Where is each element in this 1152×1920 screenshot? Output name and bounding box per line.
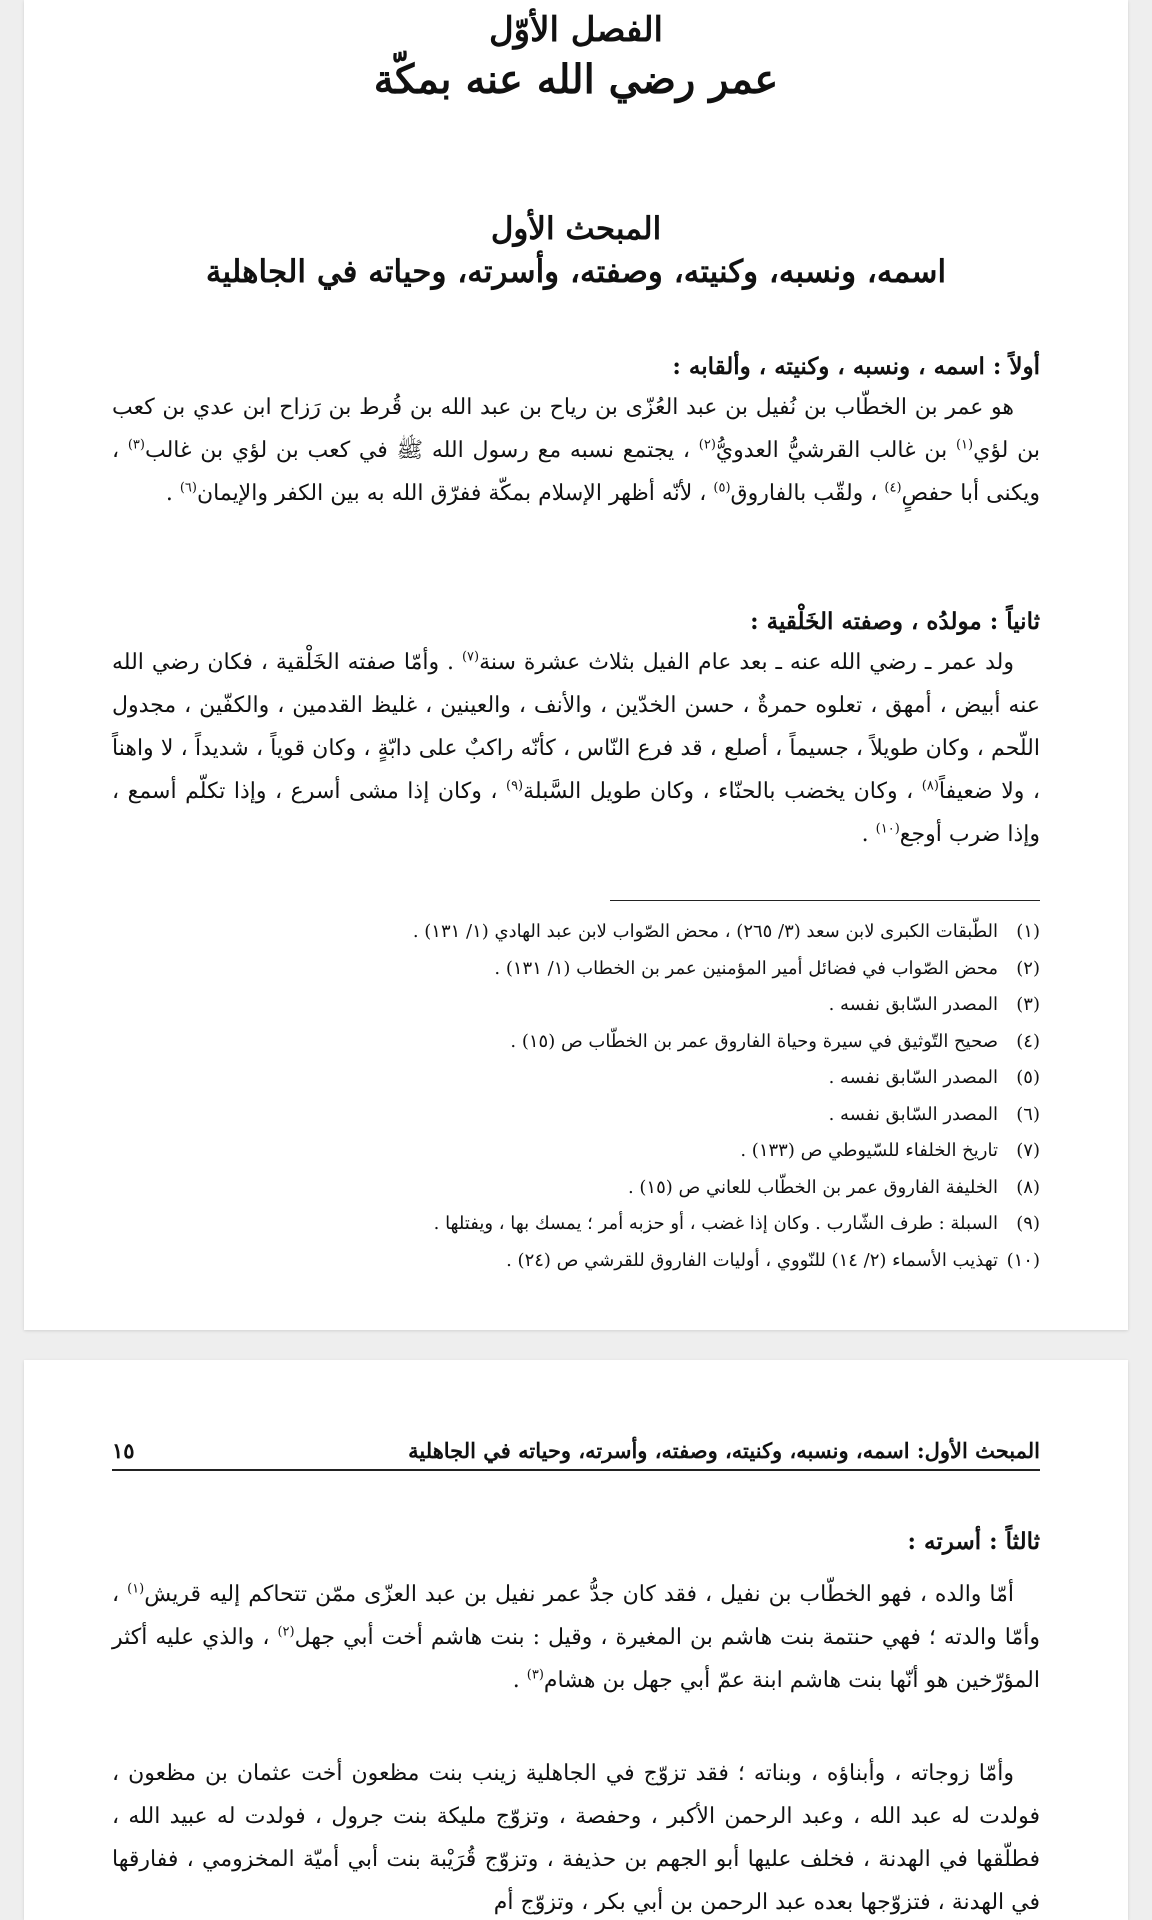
part-two-heading: ثانياً : مولدُه ، وصفته الخَلْقية :	[750, 608, 1040, 635]
footnote-ref[interactable]: (١)	[955, 437, 974, 453]
footnote-ref[interactable]: (٣)	[127, 437, 145, 453]
footnote-item: (١)الطّبقات الكبرى لابن سعد (٣/ ٢٦٥) ، محض الصّواب لابن عبد الهادي (١/ ١٣١) .	[412, 921, 1040, 942]
page-sheet-1	[24, 0, 1128, 1330]
part-one-heading: أولاً : اسمه ، ونسبه ، وكنيته ، وألقابه :	[672, 353, 1040, 380]
footnote-ref[interactable]: (٦)	[179, 480, 197, 496]
part-two	[112, 608, 1040, 856]
footnote-ref[interactable]: (٢)	[277, 1624, 295, 1640]
chapter-title: الفصل الأوّل	[488, 10, 664, 50]
footnote-item: (٥)المصدر السّابق نفسه .	[828, 1067, 1040, 1088]
section-subtitle: اسمه، ونسبه، وكنيته، وصفته، وأسرته، وحياته في الجاهلية	[205, 254, 947, 291]
part-one-paragraph: هو عمر بن الخطّاب بن نُفيل بن عبد العُزّى بن رياح بن عبد الله بن قُرط بن رَزاح ابن عدي بن كعب بن لؤي$^{(١)}$ بن غالب القرشيُّ العدويُّ$^{(٢)}$ ، يجتمع نسبه مع رسول الله ﷺ في كعب بن لؤي بن غالب$^{(٣)}$ ، ويكنى أبا حفصٍ$^{(٤)}$ ، ولقّب بالفاروق$^{(٥)}$ ، لأنّه أظهر الإسلام بمكّة ففرّق الله به بين الكفر والإيمان$^{(٦)}$ .	[112, 395, 1040, 506]
chapter-subtitle: عمر رضي الله عنه بمكّة	[373, 56, 779, 104]
footnotes	[112, 914, 1040, 1279]
footnote-item: (٨)الخليفة الفاروق عمر بن الخطّاب للعاني ص (١٥) .	[627, 1176, 1040, 1198]
footnote-ref[interactable]: (٤)	[884, 480, 902, 496]
footnote-ref[interactable]: (٢)	[698, 437, 716, 453]
footnote-ref[interactable]: (١٠)	[875, 821, 900, 837]
footnote-item: (٧)تاريخ الخلفاء للسّيوطي ص (١٣٣) .	[740, 1140, 1040, 1161]
footnote-item: (١٠)تهذيب الأسماء (٢/ ١٤) للنّووي ، أوليات الفاروق للقرشي ص (٢٤) .	[506, 1249, 1040, 1271]
footnote-item: (٩)السبلة : طرف الشّارب . وكان إذا غضب ، أو حزبه أمر ؛ يمسك بها ، ويفتلها .	[433, 1213, 1040, 1234]
page-number: ١٥	[112, 1438, 135, 1463]
chapter-header	[112, 8, 1040, 108]
running-head-title: المبحث الأول: اسمه، ونسبه، وكنيته، وصفته، وأسرته، وحياته في الجاهلية	[408, 1438, 1040, 1463]
part-three-heading: ثالثاً : أسرته :	[907, 1528, 1040, 1555]
footnote-ref[interactable]: (٣)	[526, 1667, 544, 1683]
part-four-paragraph: وأمّا زوجاته ، وأبناؤه ، وبناته ؛ فقد تزوّج في الجاهلية زينب بنت مظعون أخت عثمان بن مظعون ، فولدت له عبد الله ، وعبد الرحمن الأكبر ، وحفصة ، وتزوّج مليكة بنت جرول ، فولدت له عبيد الله ، فطلّقها في الهدنة ، فخلف عليها أبو الجهم بن حذيفة ، وتزوّج قُرَيْبة بنت أبي أميّة المخزومي ، ففارقها في الهدنة ، فتزوّجها بعده عبد الرحمن بن أبي بكر ، وتزوّج أم	[112, 1761, 1040, 1915]
footnote-item: (٦)المصدر السّابق نفسه .	[828, 1103, 1040, 1125]
footnote-separator	[610, 900, 1040, 901]
footnote-item: (٤)صحيح التّوثيق في سيرة وحياة الفاروق عمر بن الخطّاب ص (١٥) .	[510, 1030, 1040, 1052]
section-header	[112, 208, 1040, 295]
part-one	[112, 353, 1040, 515]
footnote-item: (٢)محض الصّواب في فضائل أمير المؤمنين عمر بن الخطاب (١/ ١٣١) .	[494, 957, 1040, 979]
footnote-ref[interactable]: (١)	[127, 1581, 145, 1597]
part-two-paragraph: ولد عمر ـ رضي الله عنه ـ بعد عام الفيل بثلاث عشرة سنة$^{(٧)}$ . وأمّا صفته الخَلْقية ، فكان رضي الله عنه أبيض ، أمهق ، تعلوه حمرةٌ ، حسن الخدّين ، والأنف ، والعينين ، غليظ القدمين ، والكفّين ، مجدول اللّحم ، وكان طويلاً ، جسيماً ، أصلع ، قد فرع النّاس ، كأنّه راكبٌ على دابّةٍ ، وكان قوياً ، شديداً ، لا واهناً ، ولا ضعيفاً$^{(٨)}$ ، وكان يخضب بالحنّاء ، وكان طويل السَّبلة$^{(٩)}$ ، وكان إذا مشى أسرع ، وإذا تكلّم أسمع ، وإذا ضرب أوجع$^{(١٠)}$ .	[112, 649, 1040, 847]
page-sheet-2	[24, 1360, 1128, 1920]
running-header	[112, 1438, 1040, 1471]
footnote-item: (٣)المصدر السّابق نفسه .	[828, 994, 1040, 1015]
footnote-list	[112, 914, 1040, 1279]
part-three	[112, 1528, 1040, 1702]
footnote-ref[interactable]: (٨)	[921, 778, 939, 794]
footnote-ref[interactable]: (٩)	[505, 778, 524, 794]
footnote-ref[interactable]: (٧)	[461, 649, 480, 665]
footnote-ref[interactable]: (٥)	[713, 480, 731, 496]
part-four	[112, 1752, 1040, 1920]
section-title: المبحث الأول	[490, 211, 662, 247]
part-three-paragraph: أمّا والده ، فهو الخطّاب بن نفيل ، فقد كان جدُّ عمر نفيل بن عبد العزّى ممّن تتحاكم إليه قريش$^{(١)}$ ، وأمّا والدته ؛ فهي حنتمة بنت هاشم بن المغيرة ، وقيل : بنت هاشم أخت أبي جهل$^{(٢)}$ ، والذي عليه أكثر المؤرّخين هو أنّها بنت هاشم ابنة عمّ أبي جهل بن هشام$^{(٣)}$ .	[112, 1581, 1040, 1693]
